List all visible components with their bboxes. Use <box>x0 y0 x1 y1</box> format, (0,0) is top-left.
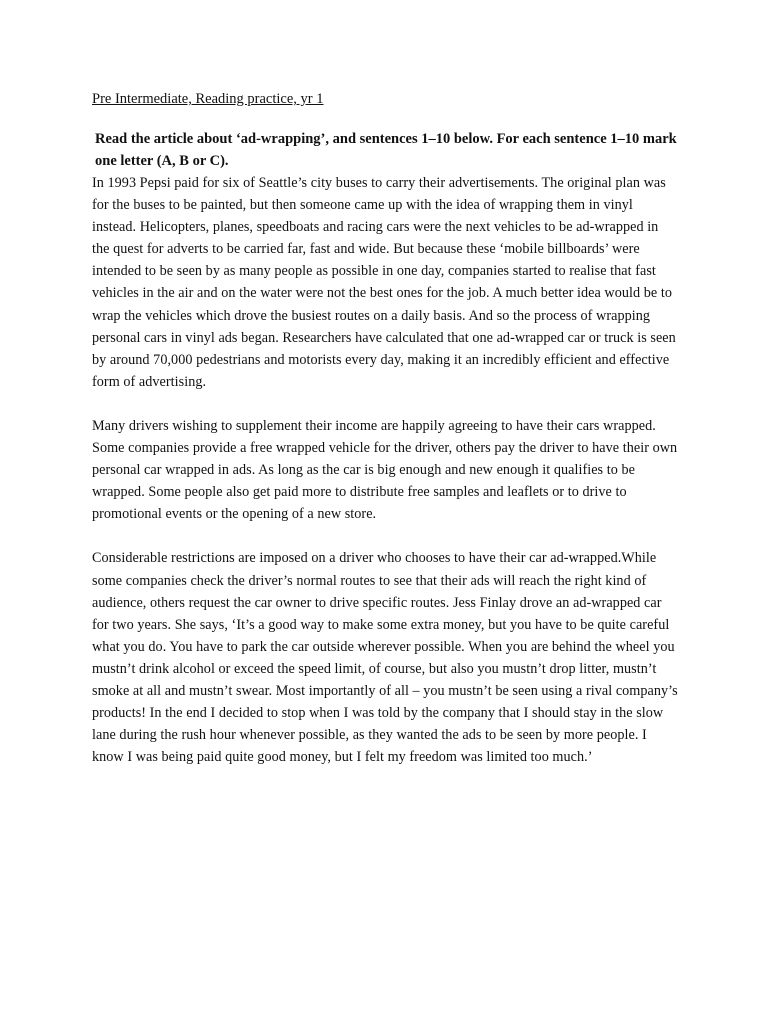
document-page <box>92 88 678 768</box>
paragraph-2: Many drivers wishing to supplement their income are happily agreeing to have their cars wrapped. Some companies provide a free wrapped vehicle for the driver, others pay the driver to have their own personal car wrapped in ads. As long as the car is big enough and new enough it qualifies to be wrapped. Some people also get paid more to distribute free samples and leaflets or to drive to promotional events or the opening of a new store. <box>92 417 678 523</box>
page-title: Pre Intermediate, Reading practice, yr 1 <box>92 91 324 107</box>
paragraph-1: In 1993 Pepsi paid for six of Seattle’s city buses to carry their advertisements. The original plan was for the buses to be painted, but then someone came up with the idea of wrapping them in vinyl instead. Helicopters, planes, speedboats and racing cars were the next vehicles to be ad-wrapped in the quest for adverts to be carried far, fast and wide. But because these ‘mobile billboards’ were intended to be seen by as many people as possible in one day, companies started to realise that fast vehicles in the air and on the water were not the best ones for the job. A much better idea would be to wrap the vehicles which drove the busiest routes on a daily basis. And so the process of wrapping personal cars in vinyl ads began. Researchers have calculated that one ad-wrapped car or truck is seen by around 70,000 pedestrians and motorists every day, making it an incredibly efficient and effective form of advertising. <box>92 175 676 390</box>
paragraph-3: Considerable restrictions are imposed on a driver who chooses to have their car ad-wrapped.While some companies check the driver’s normal routes to see that their ads will reach the right kind of audience, others request the car owner to drive specific routes. Jess Finlay drove an ad-wrapped car for two years. She says, ‘It’s a good way to make some extra money, but you have to be quite careful what you do. You have to park the car outside wherever possible. When you are behind the wheel you mustn’t drink alcohol or exceed the speed limit, of course, but also you mustn’t drop litter, mustn’t smoke at all and mustn’t swear. Most importantly of all – you mustn’t be seen using a rival company’s products! In the end I decided to stop when I was told by the company that I should stay in the slow lane during the rush hour whenever possible, as they wanted the ads to be seen by more people. I know I was being paid quite good money, but I felt my freedom was limited too much.’ <box>92 550 678 766</box>
task-instructions: Read the article about ‘ad-wrapping’, and sentences 1–10 below. For each sentence 1–10 mark one letter (A, B or C). <box>95 131 677 169</box>
